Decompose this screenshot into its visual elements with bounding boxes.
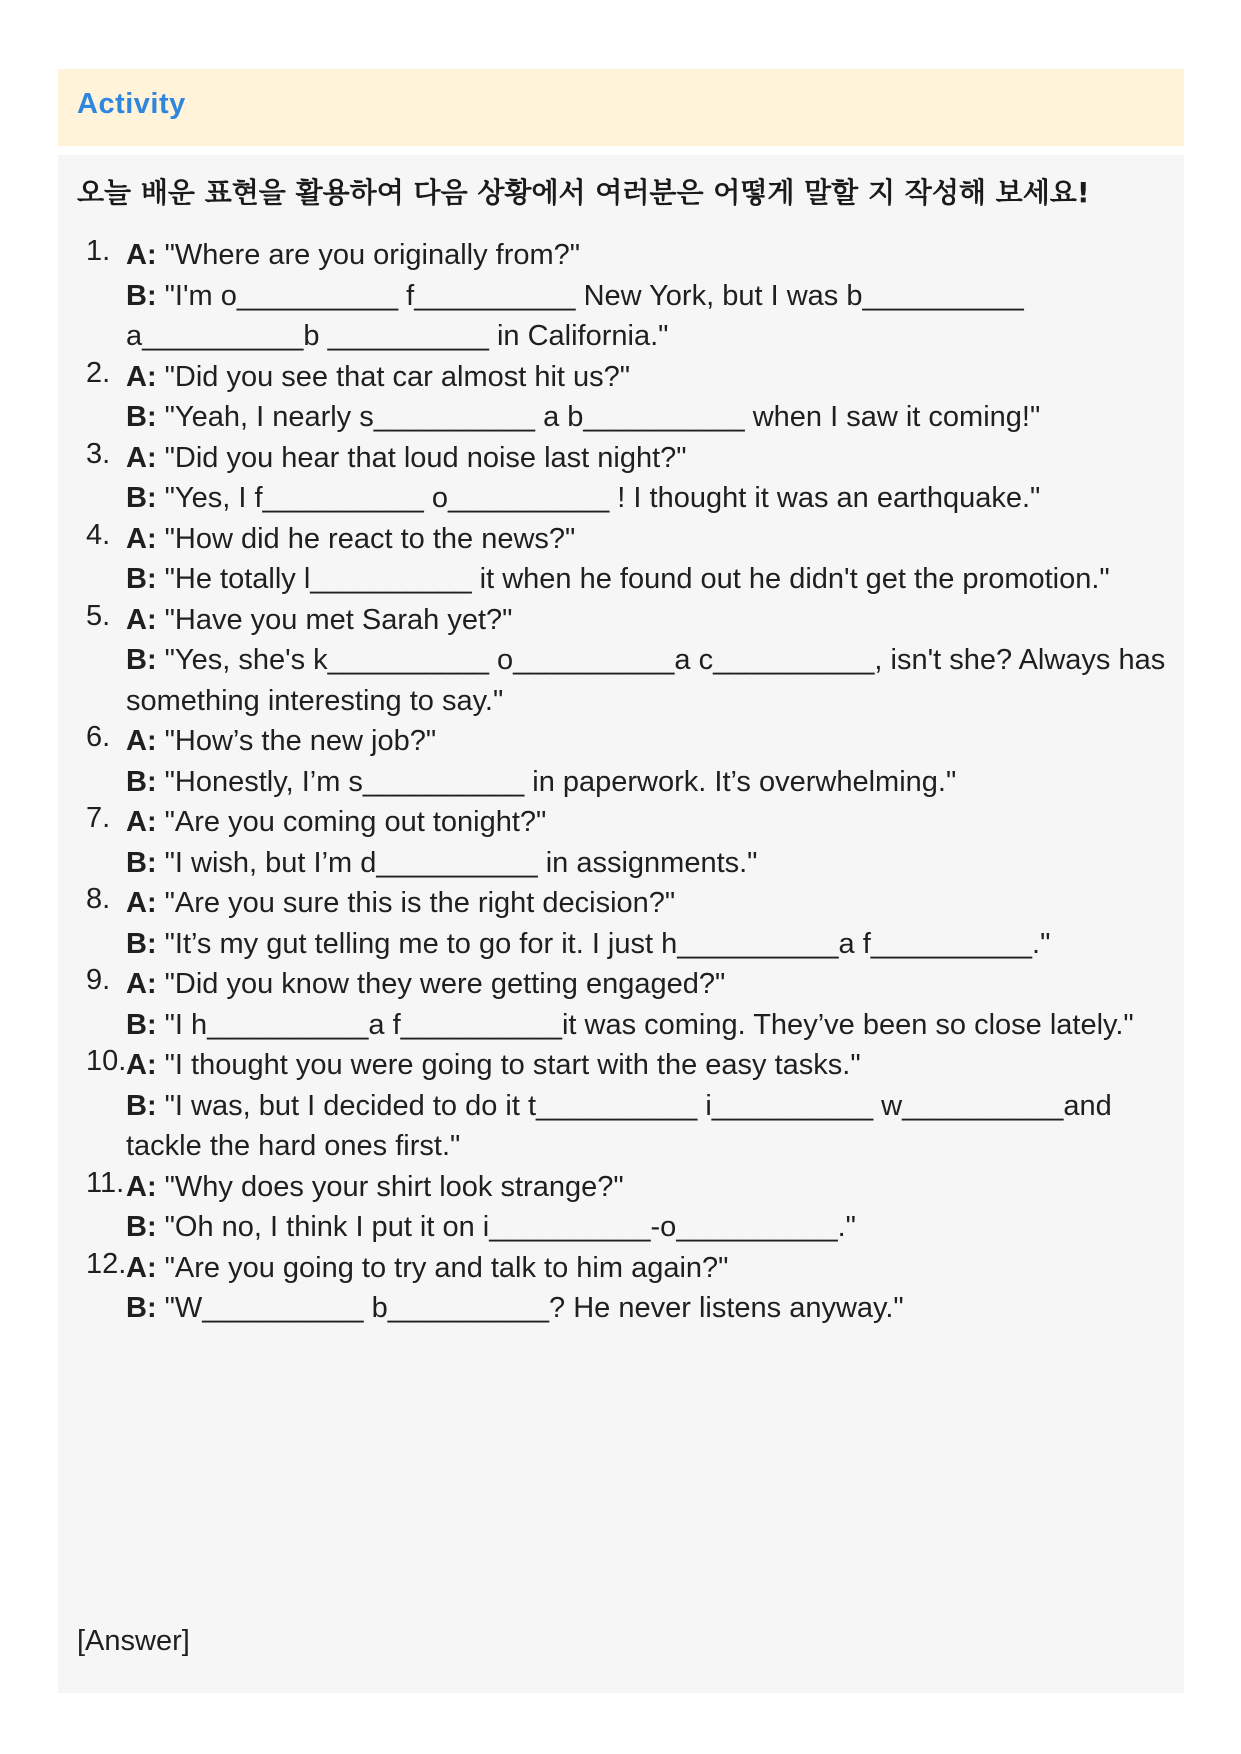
activity-title: Activity bbox=[77, 88, 186, 120]
dialogue-a-text: "Are you sure this is the right decision?" bbox=[164, 887, 676, 919]
speaker-a-label: A: bbox=[126, 806, 157, 838]
speaker-b-label: B: bbox=[126, 927, 157, 960]
dialogue-a-text: "Why does your shirt look strange?" bbox=[164, 1170, 624, 1203]
speaker-b-label: B: bbox=[126, 846, 157, 879]
dialogue-b-text: "I h__________a f__________it was coming. They’ve been so close lately." bbox=[164, 1008, 1134, 1041]
speaker-a-label: A: bbox=[126, 968, 157, 1000]
line-b bbox=[126, 843, 1166, 884]
dialogue-a-text: "How did he react to the news?" bbox=[164, 522, 576, 555]
dialogue-a-text: "Did you hear that loud noise last night?" bbox=[164, 441, 687, 474]
exercise-list bbox=[58, 235, 1184, 1329]
line-b bbox=[126, 397, 1166, 438]
line-b bbox=[126, 1207, 1166, 1248]
exercise-item bbox=[86, 356, 1166, 438]
dialogue-b-text: "W__________ b__________? He never listens anyway." bbox=[164, 1292, 904, 1324]
instruction-text: 오늘 배운 표현을 활용하여 다음 상황에서 여러분은 어떻게 말할 지 작성해 보세요! bbox=[77, 176, 1090, 209]
dialogue-b-text: "I was, but I decided to do it t__________ i__________ w__________and tackle the hard ones first." bbox=[126, 1089, 1112, 1162]
exercise-item bbox=[86, 518, 1166, 600]
item-number: 11. bbox=[86, 1166, 125, 1199]
dialogue-b-text: "Oh no, I think I put it on i__________-o__________." bbox=[164, 1211, 856, 1243]
activity-panel bbox=[58, 155, 1184, 1693]
dialogue-b-text: "Honestly, I’m s__________ in paperwork. It’s overwhelming." bbox=[164, 765, 957, 798]
exercise-item bbox=[86, 964, 1166, 1045]
line-b bbox=[126, 478, 1166, 519]
speaker-a-label: A: bbox=[126, 522, 157, 555]
item-number: 6. bbox=[86, 721, 111, 753]
dialogue-a-text: "How’s the new job?" bbox=[164, 725, 437, 757]
dialogue-a-text: "I thought you were going to start with the easy tasks." bbox=[164, 1049, 861, 1081]
line-a bbox=[126, 235, 1166, 276]
exercise-item bbox=[86, 1166, 1166, 1248]
line-b bbox=[126, 640, 1166, 721]
dialogue-a-text: "Did you know they were getting engaged?" bbox=[164, 968, 726, 1000]
item-number: 12. bbox=[86, 1247, 127, 1280]
dialogue-b-text: "Yes, she's k__________ o__________a c__________, isn't she? Always has something interesting to say." bbox=[126, 644, 1166, 717]
line-a bbox=[126, 1167, 1166, 1208]
dialogue-b-text: "Yes, I f__________ o__________ ! I thought it was an earthquake." bbox=[164, 482, 1041, 514]
line-a bbox=[126, 721, 1166, 762]
item-number: 1. bbox=[86, 235, 111, 267]
item-number: 7. bbox=[86, 802, 111, 834]
speaker-a-label: A: bbox=[126, 239, 157, 271]
speaker-b-label: B: bbox=[126, 1211, 157, 1243]
item-number: 8. bbox=[86, 883, 111, 915]
item-number: 3. bbox=[86, 437, 111, 470]
item-number: 2. bbox=[86, 356, 111, 389]
dialogue-b-text: "It’s my gut telling me to go for it. I just h__________a f__________." bbox=[164, 927, 1051, 960]
speaker-a-label: A: bbox=[126, 1170, 157, 1203]
dialogue-b-text: "Yeah, I nearly s__________ a b__________ when I saw it coming!" bbox=[164, 401, 1041, 433]
speaker-a-label: A: bbox=[126, 360, 157, 393]
speaker-a-label: A: bbox=[126, 1251, 157, 1284]
item-number: 4. bbox=[86, 518, 111, 551]
speaker-a-label: A: bbox=[126, 725, 157, 757]
speaker-a-label: A: bbox=[126, 603, 157, 636]
dialogue-a-text: "Are you coming out tonight?" bbox=[164, 806, 547, 838]
item-number: 5. bbox=[86, 599, 111, 632]
line-b bbox=[126, 924, 1166, 965]
item-number: 9. bbox=[86, 964, 111, 996]
item-number: 10. bbox=[86, 1045, 127, 1077]
speaker-b-label: B: bbox=[126, 279, 157, 312]
dialogue-b-text: "I wish, but I’m d__________ in assignments." bbox=[164, 846, 758, 879]
dialogue-a-text: "Have you met Sarah yet?" bbox=[164, 603, 513, 636]
line-b bbox=[126, 1086, 1166, 1167]
exercise-item bbox=[86, 802, 1166, 883]
line-a bbox=[126, 438, 1166, 479]
speaker-b-label: B: bbox=[126, 765, 157, 798]
line-a bbox=[126, 802, 1166, 843]
dialogue-a-text: "Are you going to try and talk to him again?" bbox=[164, 1251, 729, 1284]
line-b bbox=[126, 1005, 1166, 1046]
line-a bbox=[126, 883, 1166, 924]
line-a bbox=[126, 357, 1166, 398]
exercise-item bbox=[86, 883, 1166, 964]
line-b bbox=[126, 276, 1166, 357]
line-b bbox=[126, 762, 1166, 803]
exercise-item bbox=[86, 235, 1166, 357]
speaker-b-label: B: bbox=[126, 644, 157, 676]
line-a bbox=[126, 964, 1166, 1005]
exercise-item bbox=[86, 437, 1166, 519]
line-b bbox=[126, 1288, 1166, 1329]
speaker-b-label: B: bbox=[126, 563, 157, 595]
line-a bbox=[126, 1248, 1166, 1289]
speaker-a-label: A: bbox=[126, 887, 157, 919]
speaker-b-label: B: bbox=[126, 1292, 157, 1324]
speaker-a-label: A: bbox=[126, 441, 157, 474]
speaker-a-label: A: bbox=[126, 1049, 157, 1081]
line-b bbox=[126, 559, 1166, 600]
answer-label: [Answer] bbox=[77, 1625, 190, 1657]
dialogue-b-text: "He totally l__________ it when he found out he didn't get the promotion." bbox=[164, 563, 1110, 595]
speaker-b-label: B: bbox=[126, 482, 157, 514]
line-a bbox=[126, 1045, 1166, 1086]
dialogue-a-text: "Where are you originally from?" bbox=[164, 239, 581, 271]
dialogue-a-text: "Did you see that car almost hit us?" bbox=[164, 360, 631, 393]
speaker-b-label: B: bbox=[126, 401, 157, 433]
exercise-item bbox=[86, 1247, 1166, 1329]
speaker-b-label: B: bbox=[126, 1089, 157, 1122]
activity-header bbox=[58, 69, 1184, 146]
exercise-item bbox=[86, 721, 1166, 802]
exercise-item bbox=[86, 1045, 1166, 1167]
line-a bbox=[126, 600, 1166, 641]
speaker-b-label: B: bbox=[126, 1008, 157, 1041]
exercise-item bbox=[86, 599, 1166, 722]
line-a bbox=[126, 519, 1166, 560]
dialogue-b-text: "I'm o__________ f__________ New York, but I was b__________ a__________b __________ in California." bbox=[126, 279, 1024, 352]
